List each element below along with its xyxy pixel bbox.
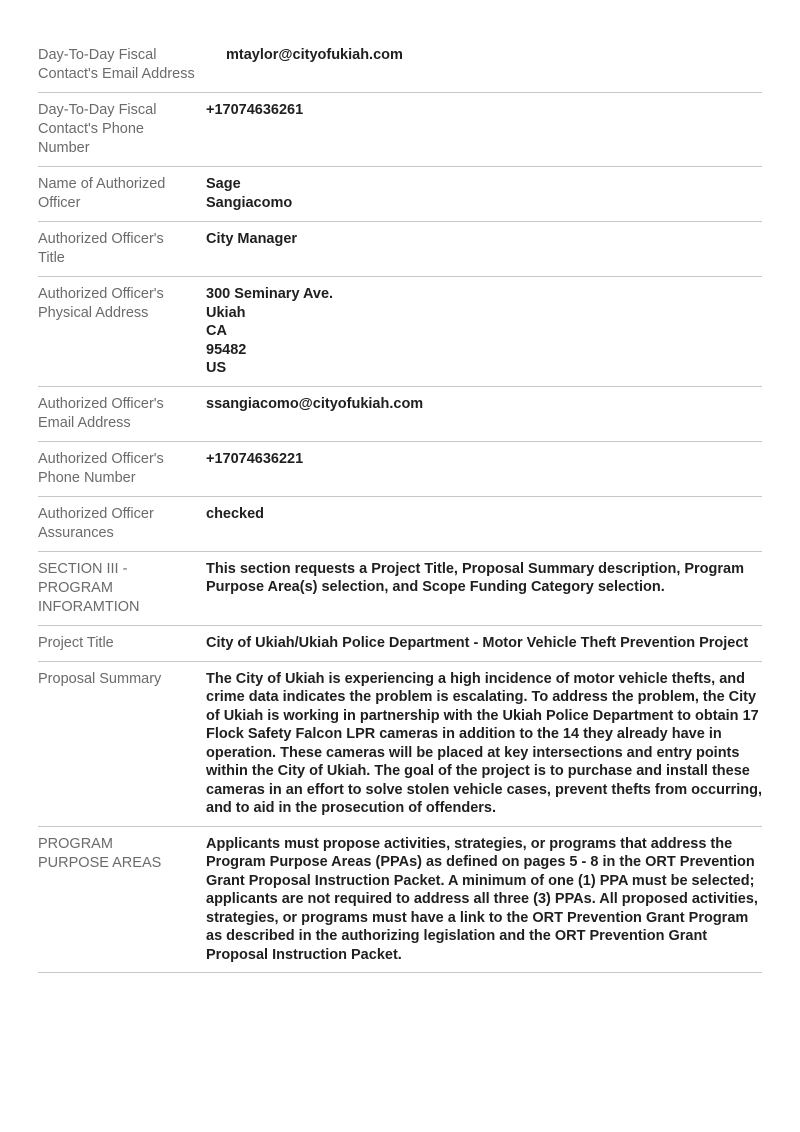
field-label: Authorized Officer's Physical Address <box>38 286 164 321</box>
field-value: mtaylor@cityofukiah.com <box>226 47 403 63</box>
field-label: Project Title <box>38 634 114 651</box>
row-authorized-officer-address <box>38 277 762 387</box>
field-label: Authorized Officer's Phone Number <box>38 450 164 486</box>
value-line: 300 Seminary Ave. <box>206 286 334 302</box>
field-label: Authorized Officer Assurances <box>38 505 154 541</box>
value-line: Sangiacomo <box>206 194 293 211</box>
value-line: Sage <box>206 176 241 192</box>
row-proposal-summary <box>38 662 762 827</box>
row-authorized-officer-phone <box>38 442 762 497</box>
field-value: checked <box>206 505 265 522</box>
field-value: ssangiacomo@cityofukiah.com <box>206 395 424 412</box>
field-label: PROGRAM PURPOSE AREAS <box>38 835 162 871</box>
value-line: Ukiah <box>206 304 246 321</box>
field-value <box>206 175 762 213</box>
field-label: Day-To-Day Fiscal Contact's Phone Number <box>38 102 157 156</box>
field-label: Authorized Officer's Email Address <box>38 395 164 431</box>
field-value: +17074636221 <box>206 450 304 467</box>
row-authorized-officer-email <box>38 387 762 442</box>
field-label: Proposal Summary <box>38 670 162 687</box>
value-line: 95482 <box>206 341 247 358</box>
row-authorized-officer-title <box>38 222 762 277</box>
field-label: SECTION III - PROGRAM INFORAMTION <box>38 560 140 615</box>
field-value <box>206 285 762 378</box>
row-authorized-officer-assurances <box>38 497 762 552</box>
field-value: This section requests a Project Title, Proposal Summary description, Program Purpose Area(s) selection, and Scope Funding Category selection. <box>206 560 745 595</box>
field-value: Applicants must propose activities, strategies, or programs that address the Program Purpose Areas (PPAs) as defined on pages 5 - 8 in the ORT Prevention Grant Proposal Instruction Packet. A minimum of one (1) PPA must be selected; applicants are not required to address all three (3) PPAs. All proposed activities, strategies, or programs must have a link to the ORT Prevention Grant Program as described in the authorizing legislation and the ORT Prevention Grant Proposal Instruction Packet. <box>206 835 758 963</box>
value-line: CA <box>206 323 227 339</box>
row-fiscal-contact-phone <box>38 93 762 167</box>
form-table <box>38 38 762 973</box>
field-value: City Manager <box>206 231 298 247</box>
row-project-title <box>38 626 762 662</box>
field-value: The City of Ukiah is experiencing a high incidence of motor vehicle thefts, and crime data indicates the problem is escalating. To address the problem, the City of Ukiah is working in partnership with the Ukiah Police Department to obtain 17 Flock Safety Falcon LPR cameras in addition to the 14 they already have in operation. These cameras will be placed at key intersections and entry points within the City of Ukiah. The goal of the project is to purchase and install these cameras in an effort to solve stolen vehicle cases, prevent thefts from occurring, and to aid in the prosecution of offenders. <box>206 670 763 816</box>
field-label: Name of Authorized Officer <box>38 176 166 211</box>
field-value: City of Ukiah/Ukiah Police Department - Motor Vehicle Theft Prevention Project <box>206 634 749 651</box>
row-authorized-officer-name <box>38 167 762 222</box>
row-program-purpose-areas <box>38 827 762 974</box>
row-section-iii <box>38 552 762 626</box>
field-label: Authorized Officer's Title <box>38 231 164 266</box>
value-line: US <box>206 360 227 376</box>
field-label: Day-To-Day Fiscal Contact's Email Address <box>38 47 195 82</box>
row-fiscal-contact-email <box>38 38 762 93</box>
field-value: +17074636261 <box>206 102 304 118</box>
